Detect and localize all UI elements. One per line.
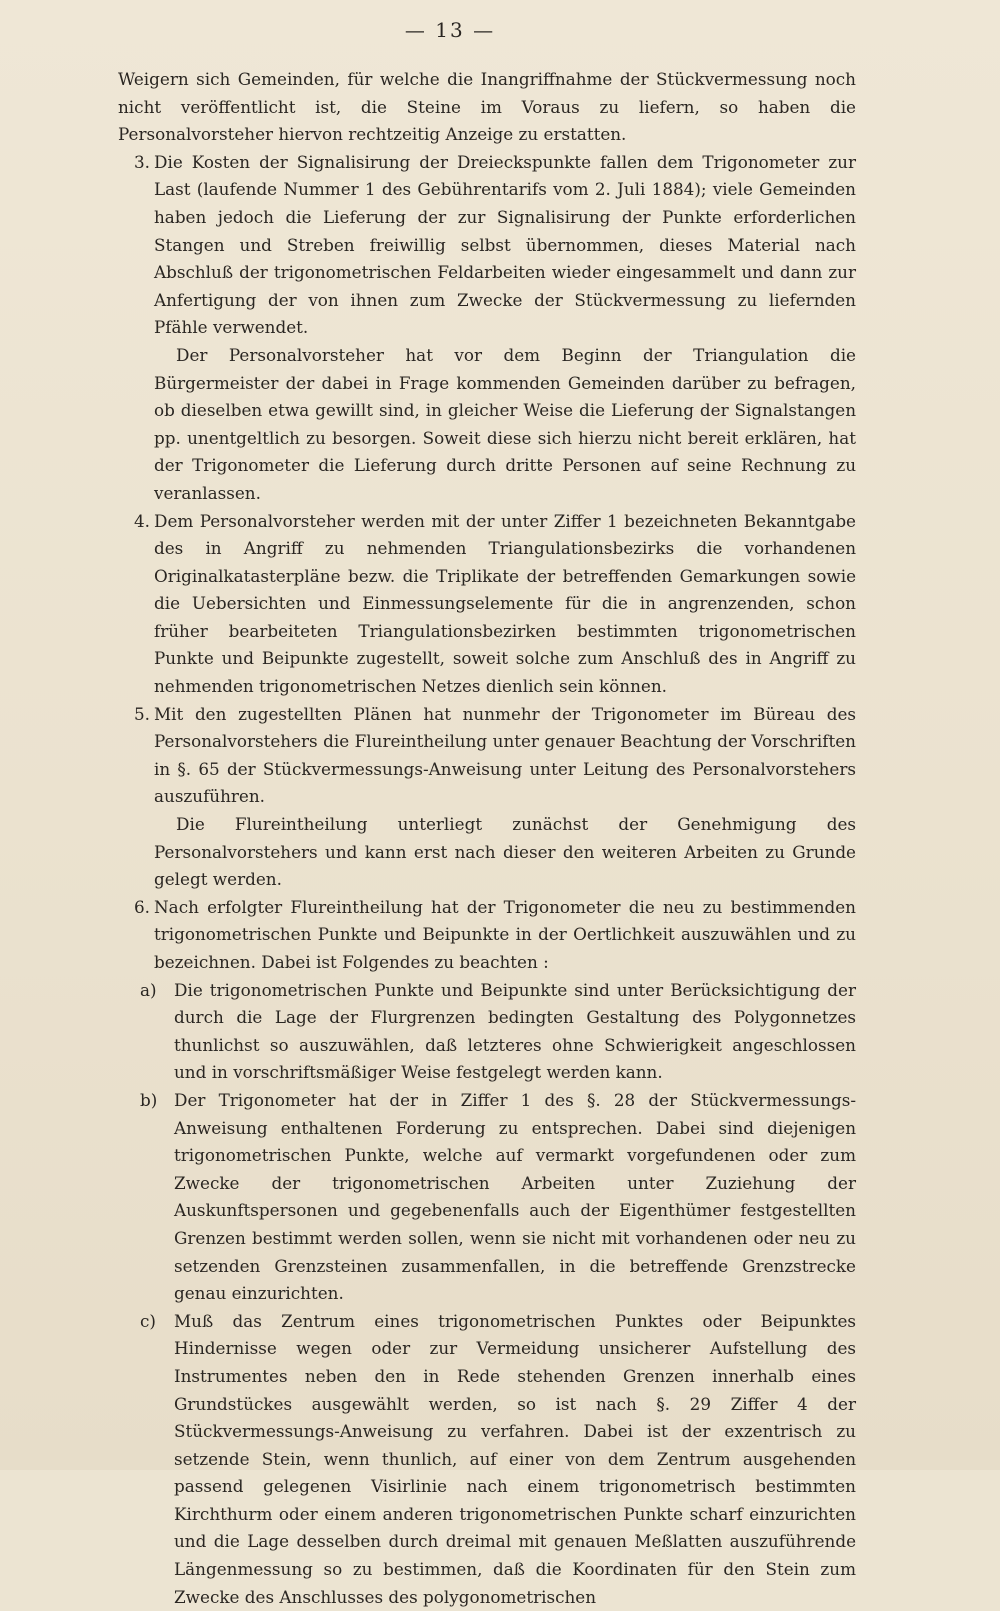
section-paragraph: Der Personalvorsteher hat vor dem Beginn der Triangulation die Bürgermeister der dabei in Frage kommenden Gemeinden darüber zu befragen, ob dieselben etwa gewillt sind, in gleicher Weise die Lieferung der Signalstangen pp. unentgeltlich zu besorgen. Soweit diese sich hierzu nicht bereit erklären, hat der Trigonometer die Lieferung durch dritte Personen auf seine Rechnung zu veranlassen. bbox=[154, 344, 856, 503]
section-paragraph: Dem Personalvorsteher werden mit der unter Ziffer 1 bezeichneten Bekanntgabe des in Angriff zu nehmenden Triangulationsbezirks die vorhandenen Originalkatasterpläne bezw. die Triplikate der betreffenden Gemarkungen sowie die Uebersichten und Einmessungselemente für die in angrenzenden, schon früher bearbeiteten Triangulationsbezirken bestimmten trigonometrischen Punkte und Beipunkte zugestellt, soweit solche zum Anschluß des in Angriff zu nehmenden trigonometrischen Netzes dienlich sein können. bbox=[154, 510, 856, 697]
page-number: — 13 — bbox=[404, 18, 496, 42]
section-3 bbox=[118, 149, 856, 508]
section-5 bbox=[118, 701, 856, 894]
subitem-c bbox=[118, 1308, 856, 1611]
section-number: 4. bbox=[133, 510, 150, 531]
subitem-text: Muß das Zentrum eines trigonometrischen Punktes oder Beipunktes Hindernisse wegen oder zur Vermeidung unsicherer Aufstellung des Instrumentes neben den in Rede stehenden Grenzen innerhalb eines Grundstückes ausgewählt werden, so ist nach §. 29 Ziffer 4 der Stückvermessungs-Anweisung zu verfahren. Dabei ist der exzentrisch zu setzende Stein, wenn thunlich, auf einer von dem Zentrum ausgehenden passend gelegenen Visirlinie nach einem trigonometrisch bestimmten Kirchthurm oder einem anderen trigonometrischen Punkte scharf einzurichten und die Lage desselben durch dreimal mit genauen Meßlatten auszuführende Längenmessung so zu bestimmen, daß die Koordinaten für den Stein zum Zwecke des Anschlusses des polygonometrischen bbox=[174, 1310, 856, 1607]
subitem-label: b) bbox=[140, 1089, 158, 1110]
intro-paragraph: Weigern sich Gemeinden, für welche die Inangriffnahme der Stückvermessung noch nicht veröffentlicht ist, die Steine im Voraus zu liefern, so haben die Personalvorsteher hiervon rechtzeitig Anzeige zu erstatten. bbox=[118, 69, 856, 145]
subitem-label: c) bbox=[140, 1310, 156, 1331]
section-number: 6. bbox=[133, 896, 150, 917]
subitem-text: Die trigonometrischen Punkte und Beipunkte sind unter Berücksichtigung der durch die Lage der Flurgrenzen bedingten Gestaltung des Polygonnetzes thunlichst so auszuwählen, daß letzteres ohne Schwierigkeit angeschlossen und in vorschriftsmäßiger Weise festgelegt werden kann. bbox=[174, 979, 856, 1083]
body-text bbox=[118, 66, 856, 1611]
section-paragraph: Die Kosten der Signalisirung der Dreieckspunkte fallen dem Trigonometer zur Last (laufende Nummer 1 des Gebührentarifs vom 2. Juli 1884); viele Gemeinden haben jedoch die Lieferung der zur Signalisirung der Punkte erforderlichen Stangen und Streben freiwillig selbst übernommen, dieses Material nach Abschluß der trigonometrischen Feldarbeiten wieder eingesammelt und dann zur Anfertigung der von ihnen zum Zwecke der Stückvermessung zu liefernden Pfähle verwendet. bbox=[154, 151, 856, 338]
section-4 bbox=[118, 508, 856, 701]
section-paragraph: Nach erfolgter Flureintheilung hat der Trigonometer die neu zu bestimmenden trigonometrischen Punkte und Beipunkte in der Oertlichkeit auszuwählen und zu bezeichnen. Dabei ist Folgendes zu beachten : bbox=[154, 896, 856, 972]
section-number: 5. bbox=[133, 703, 150, 724]
section-paragraph: Die Flureintheilung unterliegt zunächst der Genehmigung des Personalvorstehers und kann erst nach dieser den weiteren Arbeiten zu Grunde gelegt werden. bbox=[154, 814, 856, 890]
section-number: 3. bbox=[133, 151, 150, 172]
subitem-b bbox=[118, 1087, 856, 1308]
section-6 bbox=[118, 894, 856, 977]
section-paragraph: Mit den zugestellten Plänen hat nunmehr der Trigonometer im Büreau des Personalvorstehers die Flureintheilung unter genauer Beachtung der Vorschriften in §. 65 der Stückvermessungs-Anweisung unter Leitung des Personalvorstehers auszuführen. bbox=[154, 703, 856, 807]
subitem-label: a) bbox=[140, 979, 157, 1000]
subitem-a bbox=[118, 977, 856, 1087]
subitem-text: Der Trigonometer hat der in Ziffer 1 des §. 28 der Stückvermessungs-Anweisung enthaltenen Forderung zu entsprechen. Dabei sind diejenigen trigonometrischen Punkte, welche auf vermarkt vorgefundenen oder zum Zwecke der trigonometrischen Arbeiten unter Zuziehung der Auskunftspersonen und gegebenenfalls auch der Eigenthümer festgestellten Grenzen bestimmt werden sollen, wenn sie nicht mit vorhandenen oder neu zu setzenden Grenzsteinen zusammenfallen, in die betreffende Grenzstrecke genau einzurichten. bbox=[174, 1089, 856, 1304]
